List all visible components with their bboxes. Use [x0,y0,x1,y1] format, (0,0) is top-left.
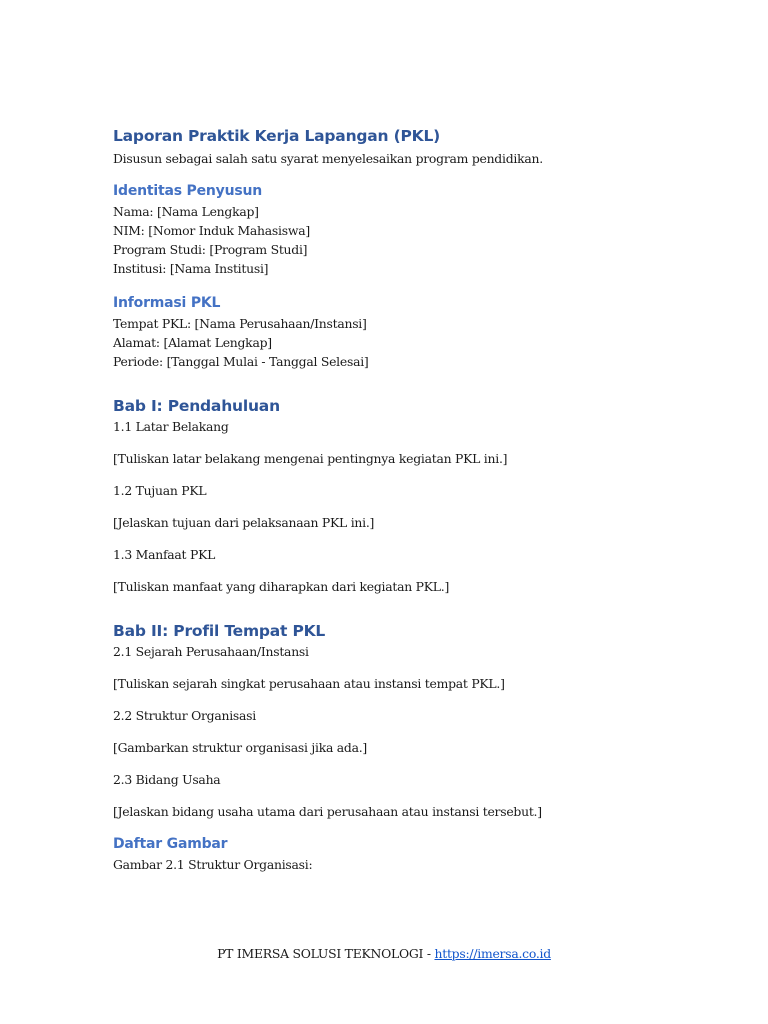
footer-link[interactable]: https://imersa.co.id [434,946,551,961]
bab2-subheading: 2.3 Bidang Usaha [113,772,221,787]
informasi-line: Periode: [Tanggal Mulai - Tanggal Selesai] [113,354,369,369]
bab2-paragraph: [Jelaskan bidang usaha utama dari perusahaan atau instansi tersebut.] [113,804,542,819]
document-subtitle: Disusun sebagai salah satu syarat menyelesaikan program pendidikan. [113,151,543,166]
identitas-line: Nama: [Nama Lengkap] [113,204,259,219]
bab2-subheading: 2.2 Struktur Organisasi [113,708,257,723]
document-title: Laporan Praktik Kerja Lapangan (PKL) [113,127,441,145]
heading-identitas: Identitas Penyusun [113,183,263,199]
bab1-subheading: 1.3 Manfaat PKL [113,547,216,562]
bab1-subheading: 1.1 Latar Belakang [113,419,229,434]
identitas-line: Program Studi: [Program Studi] [113,242,308,257]
identitas-line: Institusi: [Nama Institusi] [113,261,269,276]
bab2-paragraph: [Gambarkan struktur organisasi jika ada.] [113,740,368,755]
informasi-line: Alamat: [Alamat Lengkap] [113,335,272,350]
heading-bab-2: Bab II: Profil Tempat PKL [113,622,326,640]
bab1-subheading: 1.2 Tujuan PKL [113,483,207,498]
bab2-paragraph: [Tuliskan sejarah singkat perusahaan atau instansi tempat PKL.] [113,676,505,691]
bab1-paragraph: [Tuliskan latar belakang mengenai pentingnya kegiatan PKL ini.] [113,451,508,466]
heading-bab-1: Bab I: Pendahuluan [113,397,280,415]
daftar-gambar-line: Gambar 2.1 Struktur Organisasi: [113,857,313,872]
document-body [113,126,673,874]
bab1-paragraph: [Jelaskan tujuan dari pelaksanaan PKL ini.] [113,515,375,530]
footer-company: PT IMERSA SOLUSI TEKNOLOGI - [217,946,435,961]
identitas-line: NIM: [Nomor Induk Mahasiswa] [113,223,310,238]
page-footer [0,946,768,961]
informasi-line: Tempat PKL: [Nama Perusahaan/Instansi] [113,316,367,331]
bab2-subheading: 2.1 Sejarah Perusahaan/Instansi [113,644,309,659]
heading-daftar-gambar: Daftar Gambar [113,836,228,852]
bab1-paragraph: [Tuliskan manfaat yang diharapkan dari kegiatan PKL.] [113,579,450,594]
heading-informasi: Informasi PKL [113,295,221,311]
